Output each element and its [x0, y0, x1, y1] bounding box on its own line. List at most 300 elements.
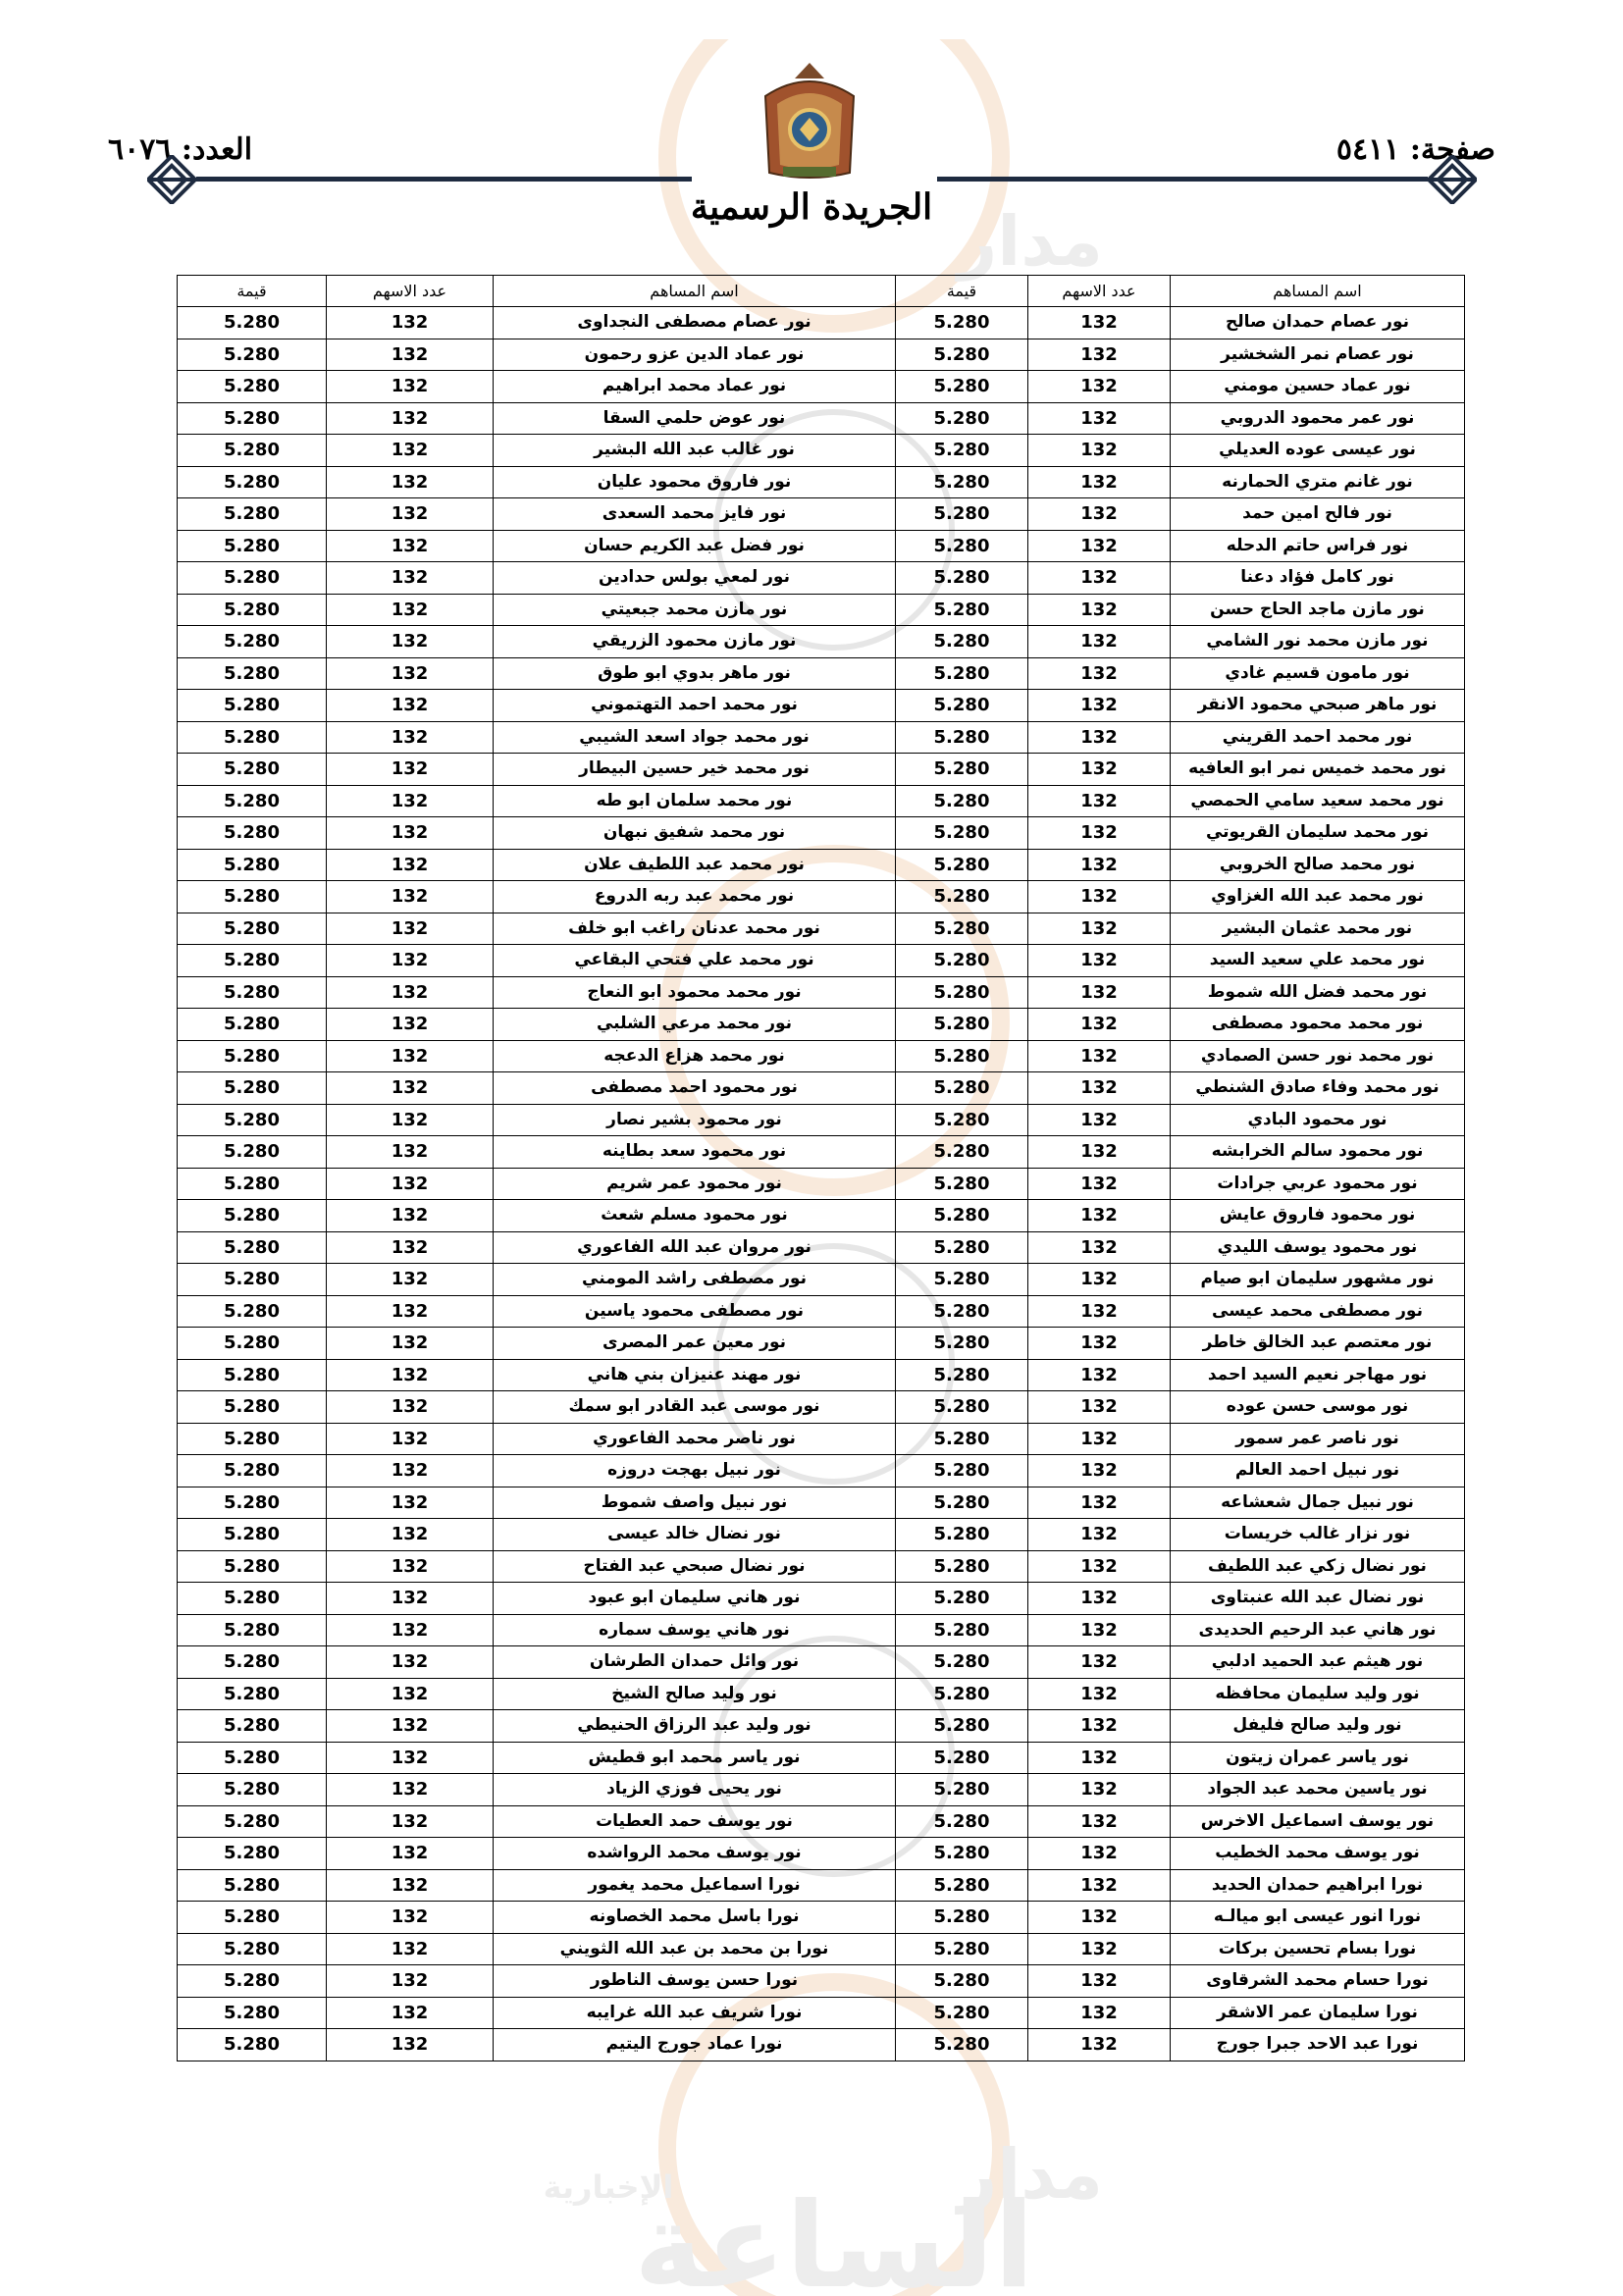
cell-shares: 132	[327, 1902, 494, 1934]
gazette-title: الجريدة الرسمية	[690, 186, 933, 228]
cell-name: نور يوسف حمد العطيات	[494, 1805, 896, 1838]
cell-shares: 132	[1028, 1264, 1171, 1296]
cell-name: نور هيثم عبد الحميد ادلبي	[1171, 1646, 1465, 1679]
cell-value: 5.280	[896, 1264, 1028, 1296]
cell-shares: 132	[327, 339, 494, 371]
cell-name: نورا بن محمد بن عبد الله الثويني	[494, 1933, 896, 1965]
cell-name: نور نضال عبد الله عنبتاوى	[1171, 1583, 1465, 1615]
cell-name: نور مصطفى محمد عيسى	[1171, 1295, 1465, 1328]
cell-name: نور محمد وفاء صادق الشنطي	[1171, 1072, 1465, 1105]
cell-name: نور مصطفى محمود ياسين	[494, 1295, 896, 1328]
cell-shares: 132	[327, 690, 494, 722]
cell-name: نور نبيل احمد العالم	[1171, 1455, 1465, 1487]
cell-shares: 132	[1028, 1710, 1171, 1743]
table-row	[178, 1264, 1465, 1296]
cell-shares: 132	[1028, 1200, 1171, 1232]
cell-shares: 132	[1028, 626, 1171, 658]
col-header-value: قيمة	[178, 276, 327, 307]
cell-value: 5.280	[896, 594, 1028, 626]
cell-shares: 132	[327, 1455, 494, 1487]
cell-value: 5.280	[896, 1614, 1028, 1646]
table-row	[178, 1774, 1465, 1806]
cell-name: نور ناصر محمد الفاعوري	[494, 1423, 896, 1455]
cell-value: 5.280	[178, 1231, 327, 1264]
cell-value: 5.280	[896, 498, 1028, 531]
table-row	[178, 721, 1465, 754]
table-row	[178, 976, 1465, 1009]
cell-value: 5.280	[178, 1678, 327, 1710]
cell-shares: 132	[327, 849, 494, 881]
table-row	[178, 881, 1465, 913]
cell-name: نورا حسام محمد الشرقاوى	[1171, 1965, 1465, 1998]
cell-value: 5.280	[896, 1455, 1028, 1487]
cell-name: نور محمد خير حسين البيطار	[494, 754, 896, 786]
cell-shares: 132	[1028, 562, 1171, 595]
cell-value: 5.280	[896, 1009, 1028, 1041]
cell-value: 5.280	[896, 307, 1028, 339]
cell-value: 5.280	[896, 371, 1028, 403]
table-row	[178, 817, 1465, 850]
cell-name: نور نبيل بهجت دروزه	[494, 1455, 896, 1487]
cell-shares: 132	[1028, 1742, 1171, 1774]
cell-name: نور محمد سعيد سامي الحمصي	[1171, 785, 1465, 817]
cell-name: نور محمد محمود ابو النعاج	[494, 976, 896, 1009]
cell-name: نور محمد عبد ربه الدروع	[494, 881, 896, 913]
table-row	[178, 1646, 1465, 1679]
cell-value: 5.280	[178, 1359, 327, 1391]
table-row	[178, 594, 1465, 626]
cell-value: 5.280	[178, 1072, 327, 1105]
cell-shares: 132	[327, 913, 494, 945]
table-row	[178, 849, 1465, 881]
issue-number: العدد: ٦٠٧٦	[108, 132, 253, 167]
cell-name: نور مامون قسيم غادي	[1171, 657, 1465, 690]
cell-shares: 132	[1028, 1423, 1171, 1455]
cell-shares: 132	[1028, 1359, 1171, 1391]
cell-shares: 132	[327, 466, 494, 498]
cell-shares: 132	[327, 1997, 494, 2029]
cell-name: نور يوسف محمد الرواشده	[494, 1838, 896, 1870]
cell-shares: 132	[1028, 1136, 1171, 1169]
cell-value: 5.280	[178, 1423, 327, 1455]
table-row	[178, 1805, 1465, 1838]
cell-shares: 132	[1028, 2029, 1171, 2061]
cell-value: 5.280	[896, 1104, 1028, 1136]
cell-shares: 132	[1028, 498, 1171, 531]
cell-value: 5.280	[896, 402, 1028, 435]
cell-value: 5.280	[896, 1997, 1028, 2029]
cell-shares: 132	[1028, 913, 1171, 945]
cell-name: نور ياسر عمران زيتون	[1171, 1742, 1465, 1774]
cell-name: نور غانم متري الحمارنه	[1171, 466, 1465, 498]
table-row	[178, 1550, 1465, 1583]
cell-name: نور عماد الدين عزو رحمون	[494, 339, 896, 371]
cell-name: نور وليد صالح فليفل	[1171, 1710, 1465, 1743]
table-row	[178, 339, 1465, 371]
cell-value: 5.280	[178, 626, 327, 658]
table-row	[178, 1933, 1465, 1965]
cell-value: 5.280	[896, 1328, 1028, 1360]
table-row	[178, 626, 1465, 658]
cell-shares: 132	[327, 945, 494, 977]
cell-shares: 132	[327, 1710, 494, 1743]
cell-name: نور مازن محمد جبعيتي	[494, 594, 896, 626]
cell-name: نور عصام حمدان صالح	[1171, 307, 1465, 339]
cell-value: 5.280	[178, 371, 327, 403]
cell-name: نور ناصر عمر سمور	[1171, 1423, 1465, 1455]
cell-name: نور مروان عبد الله الفاعوري	[494, 1231, 896, 1264]
page-header	[0, 0, 1623, 255]
cell-name: نور وائل حمدان الطرشان	[494, 1646, 896, 1679]
cell-value: 5.280	[896, 562, 1028, 595]
table-row	[178, 1965, 1465, 1998]
table-row	[178, 657, 1465, 690]
cell-value: 5.280	[896, 1805, 1028, 1838]
coat-of-arms-icon	[756, 57, 864, 184]
cell-value: 5.280	[178, 1168, 327, 1200]
cell-shares: 132	[1028, 1231, 1171, 1264]
table-row	[178, 1391, 1465, 1424]
col-header-shares: عدد الاسهم	[1028, 276, 1171, 307]
cell-value: 5.280	[178, 1583, 327, 1615]
cell-shares: 132	[327, 1391, 494, 1424]
cell-shares: 132	[1028, 1519, 1171, 1551]
cell-value: 5.280	[178, 1136, 327, 1169]
cell-name: نور عمر محمود الدروبي	[1171, 402, 1465, 435]
cell-shares: 132	[327, 402, 494, 435]
cell-name: نور يوسف اسماعيل الاخرس	[1171, 1805, 1465, 1838]
cell-name: نور وليد صالح الشيخ	[494, 1678, 896, 1710]
table-row	[178, 1902, 1465, 1934]
cell-shares: 132	[327, 657, 494, 690]
table-row	[178, 1359, 1465, 1391]
cell-name: نور محمد عثمان البشير	[1171, 913, 1465, 945]
cell-value: 5.280	[178, 913, 327, 945]
cell-shares: 132	[1028, 530, 1171, 562]
table-row	[178, 1072, 1465, 1105]
table-row	[178, 1869, 1465, 1902]
cell-shares: 132	[327, 1550, 494, 1583]
table-row	[178, 1295, 1465, 1328]
cell-name: نور عماد حسين مومني	[1171, 371, 1465, 403]
cell-shares: 132	[1028, 657, 1171, 690]
cell-shares: 132	[327, 307, 494, 339]
cell-value: 5.280	[896, 1423, 1028, 1455]
cell-name: نور مشهور سليمان ابو صيام	[1171, 1264, 1465, 1296]
cell-name: نور لمعي بولس حدادين	[494, 562, 896, 595]
table-row	[178, 1838, 1465, 1870]
cell-name: نور معين عمر المصرى	[494, 1328, 896, 1360]
cell-value: 5.280	[896, 785, 1028, 817]
cell-name: نور هاني يوسف سماره	[494, 1614, 896, 1646]
cell-name: نور محمود فاروق عايش	[1171, 1200, 1465, 1232]
cell-value: 5.280	[896, 1583, 1028, 1615]
cell-name: نور ياسر محمد ابو قطيش	[494, 1742, 896, 1774]
cell-value: 5.280	[896, 339, 1028, 371]
table-row	[178, 754, 1465, 786]
cell-name: نور موسى حسن عوده	[1171, 1391, 1465, 1424]
cell-value: 5.280	[178, 690, 327, 722]
table-row	[178, 530, 1465, 562]
cell-value: 5.280	[178, 1902, 327, 1934]
cell-name: نور محمد سلمان ابو طه	[494, 785, 896, 817]
cell-shares: 132	[327, 881, 494, 913]
cell-name: نورا سليمان عمر الاشقر	[1171, 1997, 1465, 2029]
cell-value: 5.280	[178, 1295, 327, 1328]
table-row	[178, 1710, 1465, 1743]
col-header-shares: عدد الاسهم	[327, 276, 494, 307]
cell-value: 5.280	[178, 1933, 327, 1965]
table-row	[178, 371, 1465, 403]
cell-shares: 132	[1028, 754, 1171, 786]
cell-name: نور محمد علي فتحي البقاعي	[494, 945, 896, 977]
cell-value: 5.280	[896, 1742, 1028, 1774]
cell-name: نور معتصم عبد الخالق خاطر	[1171, 1328, 1465, 1360]
header-rule-left	[196, 177, 692, 182]
cell-name: نور محمد نور حسن الصمادي	[1171, 1040, 1465, 1072]
cell-shares: 132	[327, 817, 494, 850]
cell-name: نور محمد خميس نمر ابو العافيه	[1171, 754, 1465, 786]
cell-shares: 132	[1028, 371, 1171, 403]
cell-value: 5.280	[178, 1455, 327, 1487]
cell-shares: 132	[1028, 1838, 1171, 1870]
cell-value: 5.280	[178, 1965, 327, 1998]
cell-shares: 132	[1028, 690, 1171, 722]
cell-name: نور ياسين محمد عبد الجواد	[1171, 1774, 1465, 1806]
cell-shares: 132	[327, 562, 494, 595]
cell-value: 5.280	[178, 562, 327, 595]
cell-value: 5.280	[896, 849, 1028, 881]
cell-name: نور موسى عبد القادر ابو سمك	[494, 1391, 896, 1424]
cell-name: نورا اسماعيل محمد يغمور	[494, 1869, 896, 1902]
table-row	[178, 562, 1465, 595]
cell-value: 5.280	[896, 721, 1028, 754]
cell-value: 5.280	[178, 657, 327, 690]
cell-value: 5.280	[896, 1391, 1028, 1424]
cell-shares: 132	[327, 1933, 494, 1965]
cell-shares: 132	[327, 530, 494, 562]
table-row	[178, 1487, 1465, 1519]
col-header-name: اسم المساهم	[1171, 276, 1465, 307]
cell-value: 5.280	[896, 2029, 1028, 2061]
cell-name: نور مهند عنيزان بني هاني	[494, 1359, 896, 1391]
cell-name: نور يوسف محمد الخطيب	[1171, 1838, 1465, 1870]
cell-shares: 132	[327, 1678, 494, 1710]
cell-name: نور وليد سليمان محافظه	[1171, 1678, 1465, 1710]
cell-value: 5.280	[896, 1200, 1028, 1232]
cell-name: نور محمود بشير نصار	[494, 1104, 896, 1136]
table-row	[178, 1519, 1465, 1551]
cell-value: 5.280	[178, 1009, 327, 1041]
cell-shares: 132	[327, 371, 494, 403]
cell-shares: 132	[1028, 594, 1171, 626]
cell-name: نورا انور عيسى ابو ميالـه	[1171, 1902, 1465, 1934]
cell-value: 5.280	[896, 1838, 1028, 1870]
cell-name: نور فراس حاتم الدحله	[1171, 530, 1465, 562]
cell-name: نور فالح امين حمد	[1171, 498, 1465, 531]
table-row	[178, 402, 1465, 435]
cell-value: 5.280	[178, 1040, 327, 1072]
cell-shares: 132	[1028, 1933, 1171, 1965]
cell-value: 5.280	[896, 1965, 1028, 1998]
cell-shares: 132	[1028, 1902, 1171, 1934]
cell-shares: 132	[327, 1009, 494, 1041]
table-row	[178, 435, 1465, 467]
cell-name: نور نبيل واصف شموط	[494, 1487, 896, 1519]
cell-shares: 132	[327, 435, 494, 467]
cell-name: نور نضال زكي عبد اللطيف	[1171, 1550, 1465, 1583]
cell-shares: 132	[327, 976, 494, 1009]
cell-shares: 132	[327, 754, 494, 786]
table-row	[178, 690, 1465, 722]
cell-value: 5.280	[896, 1774, 1028, 1806]
table-row	[178, 1423, 1465, 1455]
cell-shares: 132	[327, 2029, 494, 2061]
cell-shares: 132	[327, 1072, 494, 1105]
cell-shares: 132	[327, 1104, 494, 1136]
cell-value: 5.280	[178, 1519, 327, 1551]
cell-name: نور عماد محمد ابراهيم	[494, 371, 896, 403]
cell-name: نور محمد احمد القريني	[1171, 721, 1465, 754]
cell-shares: 132	[327, 1136, 494, 1169]
cell-value: 5.280	[896, 1902, 1028, 1934]
cell-name: نور محمد سليمان القريوتي	[1171, 817, 1465, 850]
cell-value: 5.280	[178, 307, 327, 339]
cell-name: نور كامل فؤاد دعنا	[1171, 562, 1465, 595]
cell-value: 5.280	[896, 1646, 1028, 1679]
cell-value: 5.280	[178, 435, 327, 467]
cell-shares: 132	[1028, 402, 1171, 435]
cell-value: 5.280	[178, 466, 327, 498]
cell-shares: 132	[1028, 1583, 1171, 1615]
cell-value: 5.280	[896, 690, 1028, 722]
cell-name: نورا بسام تحسين بركات	[1171, 1933, 1465, 1965]
cell-value: 5.280	[178, 530, 327, 562]
table-row	[178, 1104, 1465, 1136]
cell-shares: 132	[1028, 1072, 1171, 1105]
cell-shares: 132	[1028, 945, 1171, 977]
cell-value: 5.280	[178, 498, 327, 531]
cell-shares: 132	[327, 594, 494, 626]
table-row	[178, 913, 1465, 945]
cell-name: نور فاروق محمود عليان	[494, 466, 896, 498]
cell-value: 5.280	[896, 1231, 1028, 1264]
cell-shares: 132	[327, 1646, 494, 1679]
cell-shares: 132	[1028, 1040, 1171, 1072]
table-row	[178, 466, 1465, 498]
table-header-row	[178, 276, 1465, 307]
cell-value: 5.280	[178, 1774, 327, 1806]
cell-name: نور نضال خالد عيسى	[494, 1519, 896, 1551]
table-row	[178, 1997, 1465, 2029]
cell-shares: 132	[1028, 1869, 1171, 1902]
cell-shares: 132	[1028, 1328, 1171, 1360]
cell-shares: 132	[1028, 1391, 1171, 1424]
cell-value: 5.280	[178, 754, 327, 786]
table-row	[178, 1742, 1465, 1774]
cell-shares: 132	[1028, 817, 1171, 850]
cell-shares: 132	[327, 1774, 494, 1806]
cell-name: نور محمد علي سعيد السيد	[1171, 945, 1465, 977]
watermark-text: مدار	[957, 2134, 1104, 2215]
cell-name: نور محمد هزاع الدعجه	[494, 1040, 896, 1072]
cell-shares: 132	[1028, 1104, 1171, 1136]
cell-shares: 132	[1028, 1774, 1171, 1806]
cell-shares: 132	[327, 1423, 494, 1455]
cell-shares: 132	[1028, 1168, 1171, 1200]
table-row	[178, 1455, 1465, 1487]
table-row	[178, 307, 1465, 339]
cell-name: نور محمد عدنان راغب ابو خلف	[494, 913, 896, 945]
cell-value: 5.280	[178, 1200, 327, 1232]
cell-name: نور محمود يوسف الليدي	[1171, 1231, 1465, 1264]
table-row	[178, 1040, 1465, 1072]
cell-name: نور نزار غالب خريسات	[1171, 1519, 1465, 1551]
watermark-text: الساعة	[633, 2178, 1035, 2296]
cell-name: نور ماهر صبحي محمود الانقر	[1171, 690, 1465, 722]
cell-shares: 132	[1028, 785, 1171, 817]
cell-shares: 132	[327, 1168, 494, 1200]
table-row	[178, 1009, 1465, 1041]
cell-name: نور وليد عبد الرزاق الحنيطي	[494, 1710, 896, 1743]
cell-name: نور محمد مرعي الشلبي	[494, 1009, 896, 1041]
cell-value: 5.280	[896, 976, 1028, 1009]
cell-value: 5.280	[178, 1997, 327, 2029]
cell-value: 5.280	[178, 1104, 327, 1136]
cell-value: 5.280	[178, 1264, 327, 1296]
cell-name: نور غالب عبد الله البشير	[494, 435, 896, 467]
watermark-text: مدار	[957, 201, 1104, 282]
cell-name: نور محمد شفيق نبهان	[494, 817, 896, 850]
cell-value: 5.280	[896, 1869, 1028, 1902]
cell-value: 5.280	[178, 1391, 327, 1424]
cell-shares: 132	[1028, 1997, 1171, 2029]
watermark-text: الإخبارية	[543, 2168, 674, 2206]
cell-value: 5.280	[178, 1614, 327, 1646]
cell-name: نور مازن ماجد الحاج حسن	[1171, 594, 1465, 626]
cell-value: 5.280	[178, 849, 327, 881]
cell-shares: 132	[1028, 1455, 1171, 1487]
cell-shares: 132	[327, 1231, 494, 1264]
cell-value: 5.280	[896, 1359, 1028, 1391]
cell-shares: 132	[1028, 1646, 1171, 1679]
cell-name: نورا باسل محمد الخصاونه	[494, 1902, 896, 1934]
cell-name: نور محمود سعد بطاينه	[494, 1136, 896, 1169]
cell-name: نورا حسن يوسف الناطور	[494, 1965, 896, 1998]
cell-value: 5.280	[178, 817, 327, 850]
col-header-value: قيمة	[896, 276, 1028, 307]
cell-shares: 132	[327, 1328, 494, 1360]
cell-value: 5.280	[896, 435, 1028, 467]
cell-name: نور محمود البادي	[1171, 1104, 1465, 1136]
cell-value: 5.280	[178, 721, 327, 754]
cell-name: نور مصطفى راشد المومني	[494, 1264, 896, 1296]
cell-name: نور يحيى فوزي الزياد	[494, 1774, 896, 1806]
cell-value: 5.280	[896, 1550, 1028, 1583]
cell-value: 5.280	[178, 594, 327, 626]
cell-value: 5.280	[178, 1805, 327, 1838]
cell-value: 5.280	[178, 1869, 327, 1902]
cell-name: نور فضل عبد الكريم حسان	[494, 530, 896, 562]
table-row	[178, 1678, 1465, 1710]
table-row	[178, 1200, 1465, 1232]
table-row	[178, 1614, 1465, 1646]
cell-shares: 132	[1028, 1965, 1171, 1998]
cell-shares: 132	[1028, 1295, 1171, 1328]
cell-shares: 132	[1028, 881, 1171, 913]
cell-name: نورا عبد الاحد جبرا جورج	[1171, 2029, 1465, 2061]
cell-name: نور محمد عبد اللطيف علان	[494, 849, 896, 881]
